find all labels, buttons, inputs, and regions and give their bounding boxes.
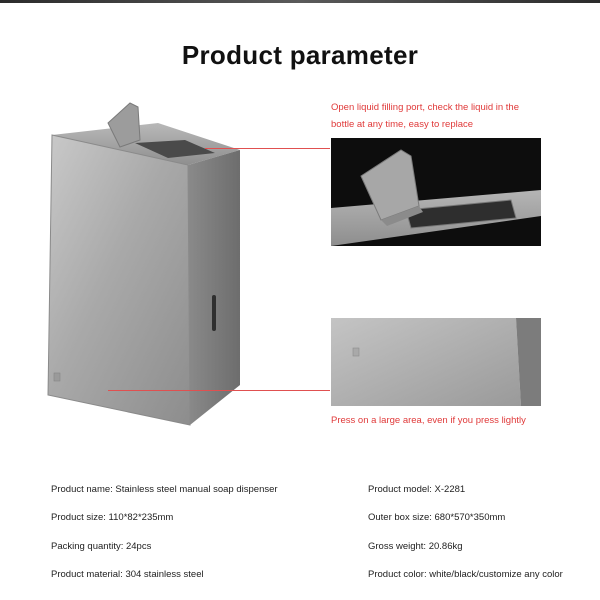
spec-product-name: Product name: Stainless steel manual soap dispenser xyxy=(51,484,278,495)
spec-packing-quantity: Packing quantity: 24pcs xyxy=(51,541,152,552)
callout-line-top xyxy=(205,148,330,149)
spec-product-color: Product color: white/black/customize any color xyxy=(368,569,563,580)
filling-port-detail-image xyxy=(331,138,541,246)
spec-gross-weight: Gross weight: 20.86kg xyxy=(368,541,463,552)
soap-dispenser-image xyxy=(40,95,250,440)
spec-product-size: Product size: 110*82*235mm xyxy=(51,512,174,523)
spec-product-material: Product material: 304 stainless steel xyxy=(51,569,204,580)
top-border-strip xyxy=(0,0,600,3)
callout-text-bottom: Press on a large area, even if you press lightly xyxy=(331,415,526,426)
page-title: Product parameter xyxy=(181,40,419,70)
callout-top-line-2: bottle at any time, easy to replace xyxy=(331,119,474,130)
callout-line-bottom xyxy=(108,390,330,391)
callout-text-top xyxy=(331,99,519,133)
press-panel-detail-image xyxy=(331,318,541,406)
spec-outer-box-size: Outer box size: 680*570*350mm xyxy=(368,512,506,523)
spec-product-model: Product model: X-2281 xyxy=(368,484,466,495)
callout-top-line-1: Open liquid filling port, check the liquid in the xyxy=(331,102,520,113)
